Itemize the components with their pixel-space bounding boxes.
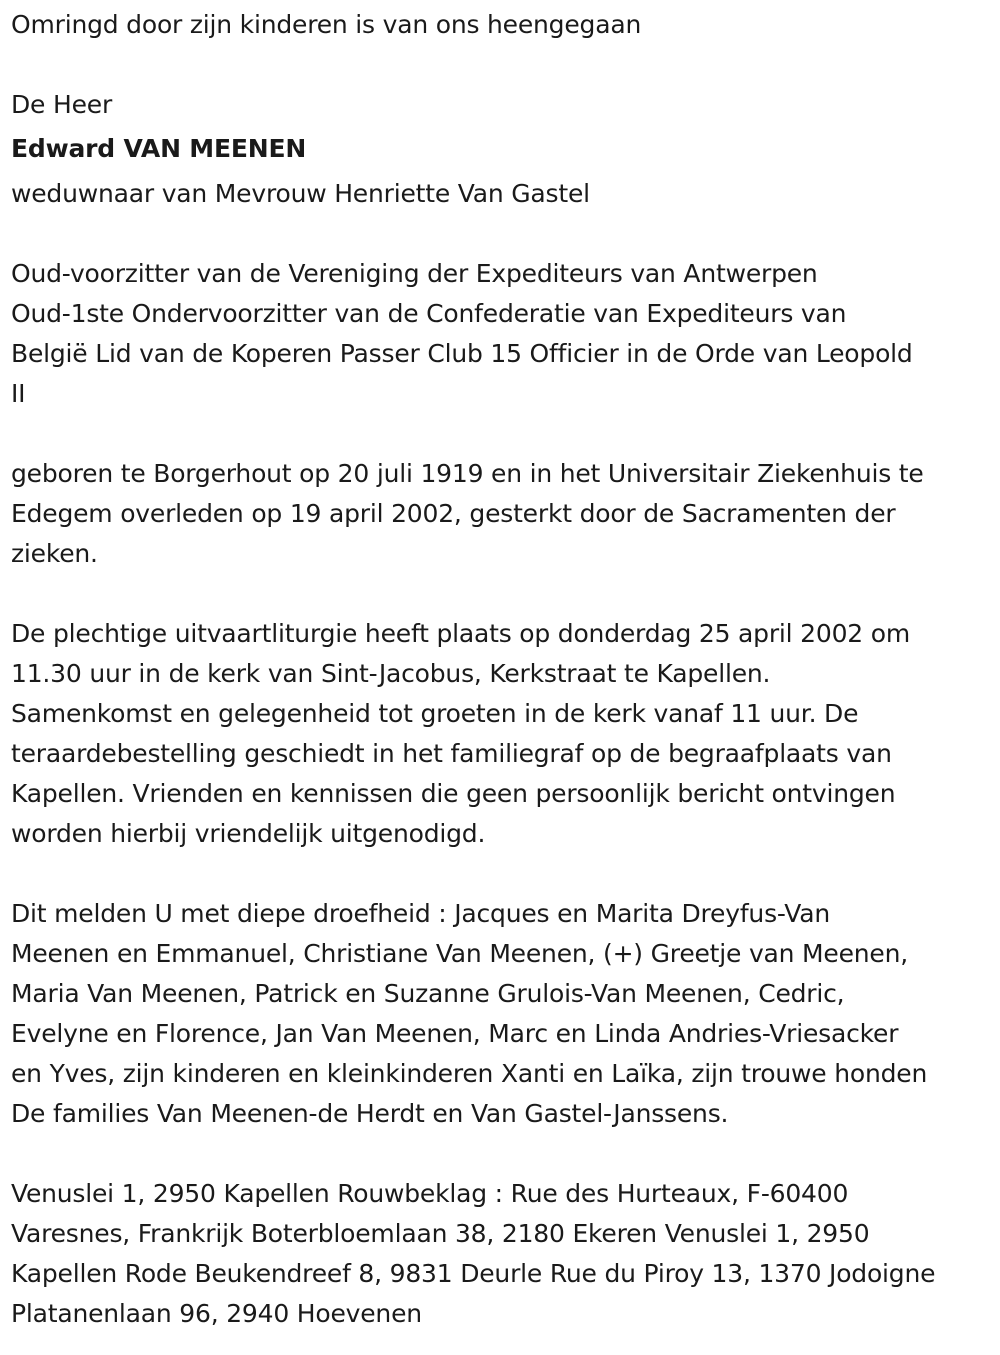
- spacer: [11, 1134, 993, 1174]
- birth-death-paragraph: [11, 454, 993, 574]
- mourners-paragraph: [11, 894, 993, 1134]
- address-line: Kapellen Rode Beukendreef 8, 9831 Deurle Rue du Piroy 13, 1370 Jodoigne: [11, 1259, 936, 1288]
- funeral-paragraph: [11, 614, 993, 854]
- funeral-line: Kapellen. Vrienden en kennissen die geen persoonlijk bericht ontvingen: [11, 779, 896, 808]
- address-line: Varesnes, Frankrijk Boterbloemlaan 38, 2180 Ekeren Venuslei 1, 2950: [11, 1219, 870, 1248]
- funeral-line: worden hierbij vriendelijk uitgenodigd.: [11, 819, 486, 848]
- salutation: De Heer: [11, 90, 113, 119]
- address-line: Platanenlaan 96, 2940 Hoevenen: [11, 1299, 422, 1328]
- spacer: [11, 574, 993, 614]
- spacer: [11, 414, 993, 454]
- intro-line: Omringd door zijn kinderen is van ons heengegaan: [11, 10, 642, 39]
- spacer: [11, 854, 993, 894]
- funeral-line: 11.30 uur in de kerk van Sint-Jacobus, Kerkstraat te Kapellen.: [11, 659, 771, 688]
- spacer: [11, 214, 993, 254]
- funeral-line: teraardebestelling geschiedt in het familiegraf op de begraafplaats van: [11, 739, 892, 768]
- mourners-line: Dit melden U met diepe droefheid : Jacques en Marita Dreyfus-Van: [11, 899, 830, 928]
- birth-death-line: zieken.: [11, 539, 98, 568]
- titles-line: II: [11, 379, 26, 408]
- address-line: Venuslei 1, 2950 Kapellen Rouwbeklag : Rue des Hurteaux, F-60400: [11, 1179, 849, 1208]
- titles-line: Oud-1ste Ondervoorzitter van de Confederatie van Expediteurs van: [11, 299, 847, 328]
- titles-line: Oud-voorzitter van de Vereniging der Expediteurs van Antwerpen: [11, 259, 818, 288]
- death-notice: [11, 5, 993, 1334]
- mourners-line: Maria Van Meenen, Patrick en Suzanne Grulois-Van Meenen, Cedric,: [11, 979, 845, 1008]
- mourners-line: en Yves, zijn kinderen en kleinkinderen Xanti en Laïka, zijn trouwe honden: [11, 1059, 928, 1088]
- funeral-line: De plechtige uitvaartliturgie heeft plaats op donderdag 25 april 2002 om: [11, 619, 910, 648]
- titles-line: België Lid van de Koperen Passer Club 15 Officier in de Orde van Leopold: [11, 339, 913, 368]
- addresses-paragraph: [11, 1174, 993, 1334]
- funeral-line: Samenkomst en gelegenheid tot groeten in de kerk vanaf 11 uur. De: [11, 699, 859, 728]
- titles-paragraph: [11, 254, 993, 414]
- widower-line: weduwnaar van Mevrouw Henriette Van Gastel: [11, 179, 590, 208]
- spacer: [11, 45, 993, 85]
- birth-death-line: Edegem overleden op 19 april 2002, gesterkt door de Sacramenten der: [11, 499, 896, 528]
- deceased-name: Edward VAN MEENEN: [11, 134, 307, 163]
- mourners-line: De families Van Meenen-de Herdt en Van Gastel-Janssens.: [11, 1099, 729, 1128]
- birth-death-line: geboren te Borgerhout op 20 juli 1919 en in het Universitair Ziekenhuis te: [11, 459, 924, 488]
- mourners-line: Meenen en Emmanuel, Christiane Van Meenen, (+) Greetje van Meenen,: [11, 939, 909, 968]
- mourners-line: Evelyne en Florence, Jan Van Meenen, Marc en Linda Andries-Vriesacker: [11, 1019, 899, 1048]
